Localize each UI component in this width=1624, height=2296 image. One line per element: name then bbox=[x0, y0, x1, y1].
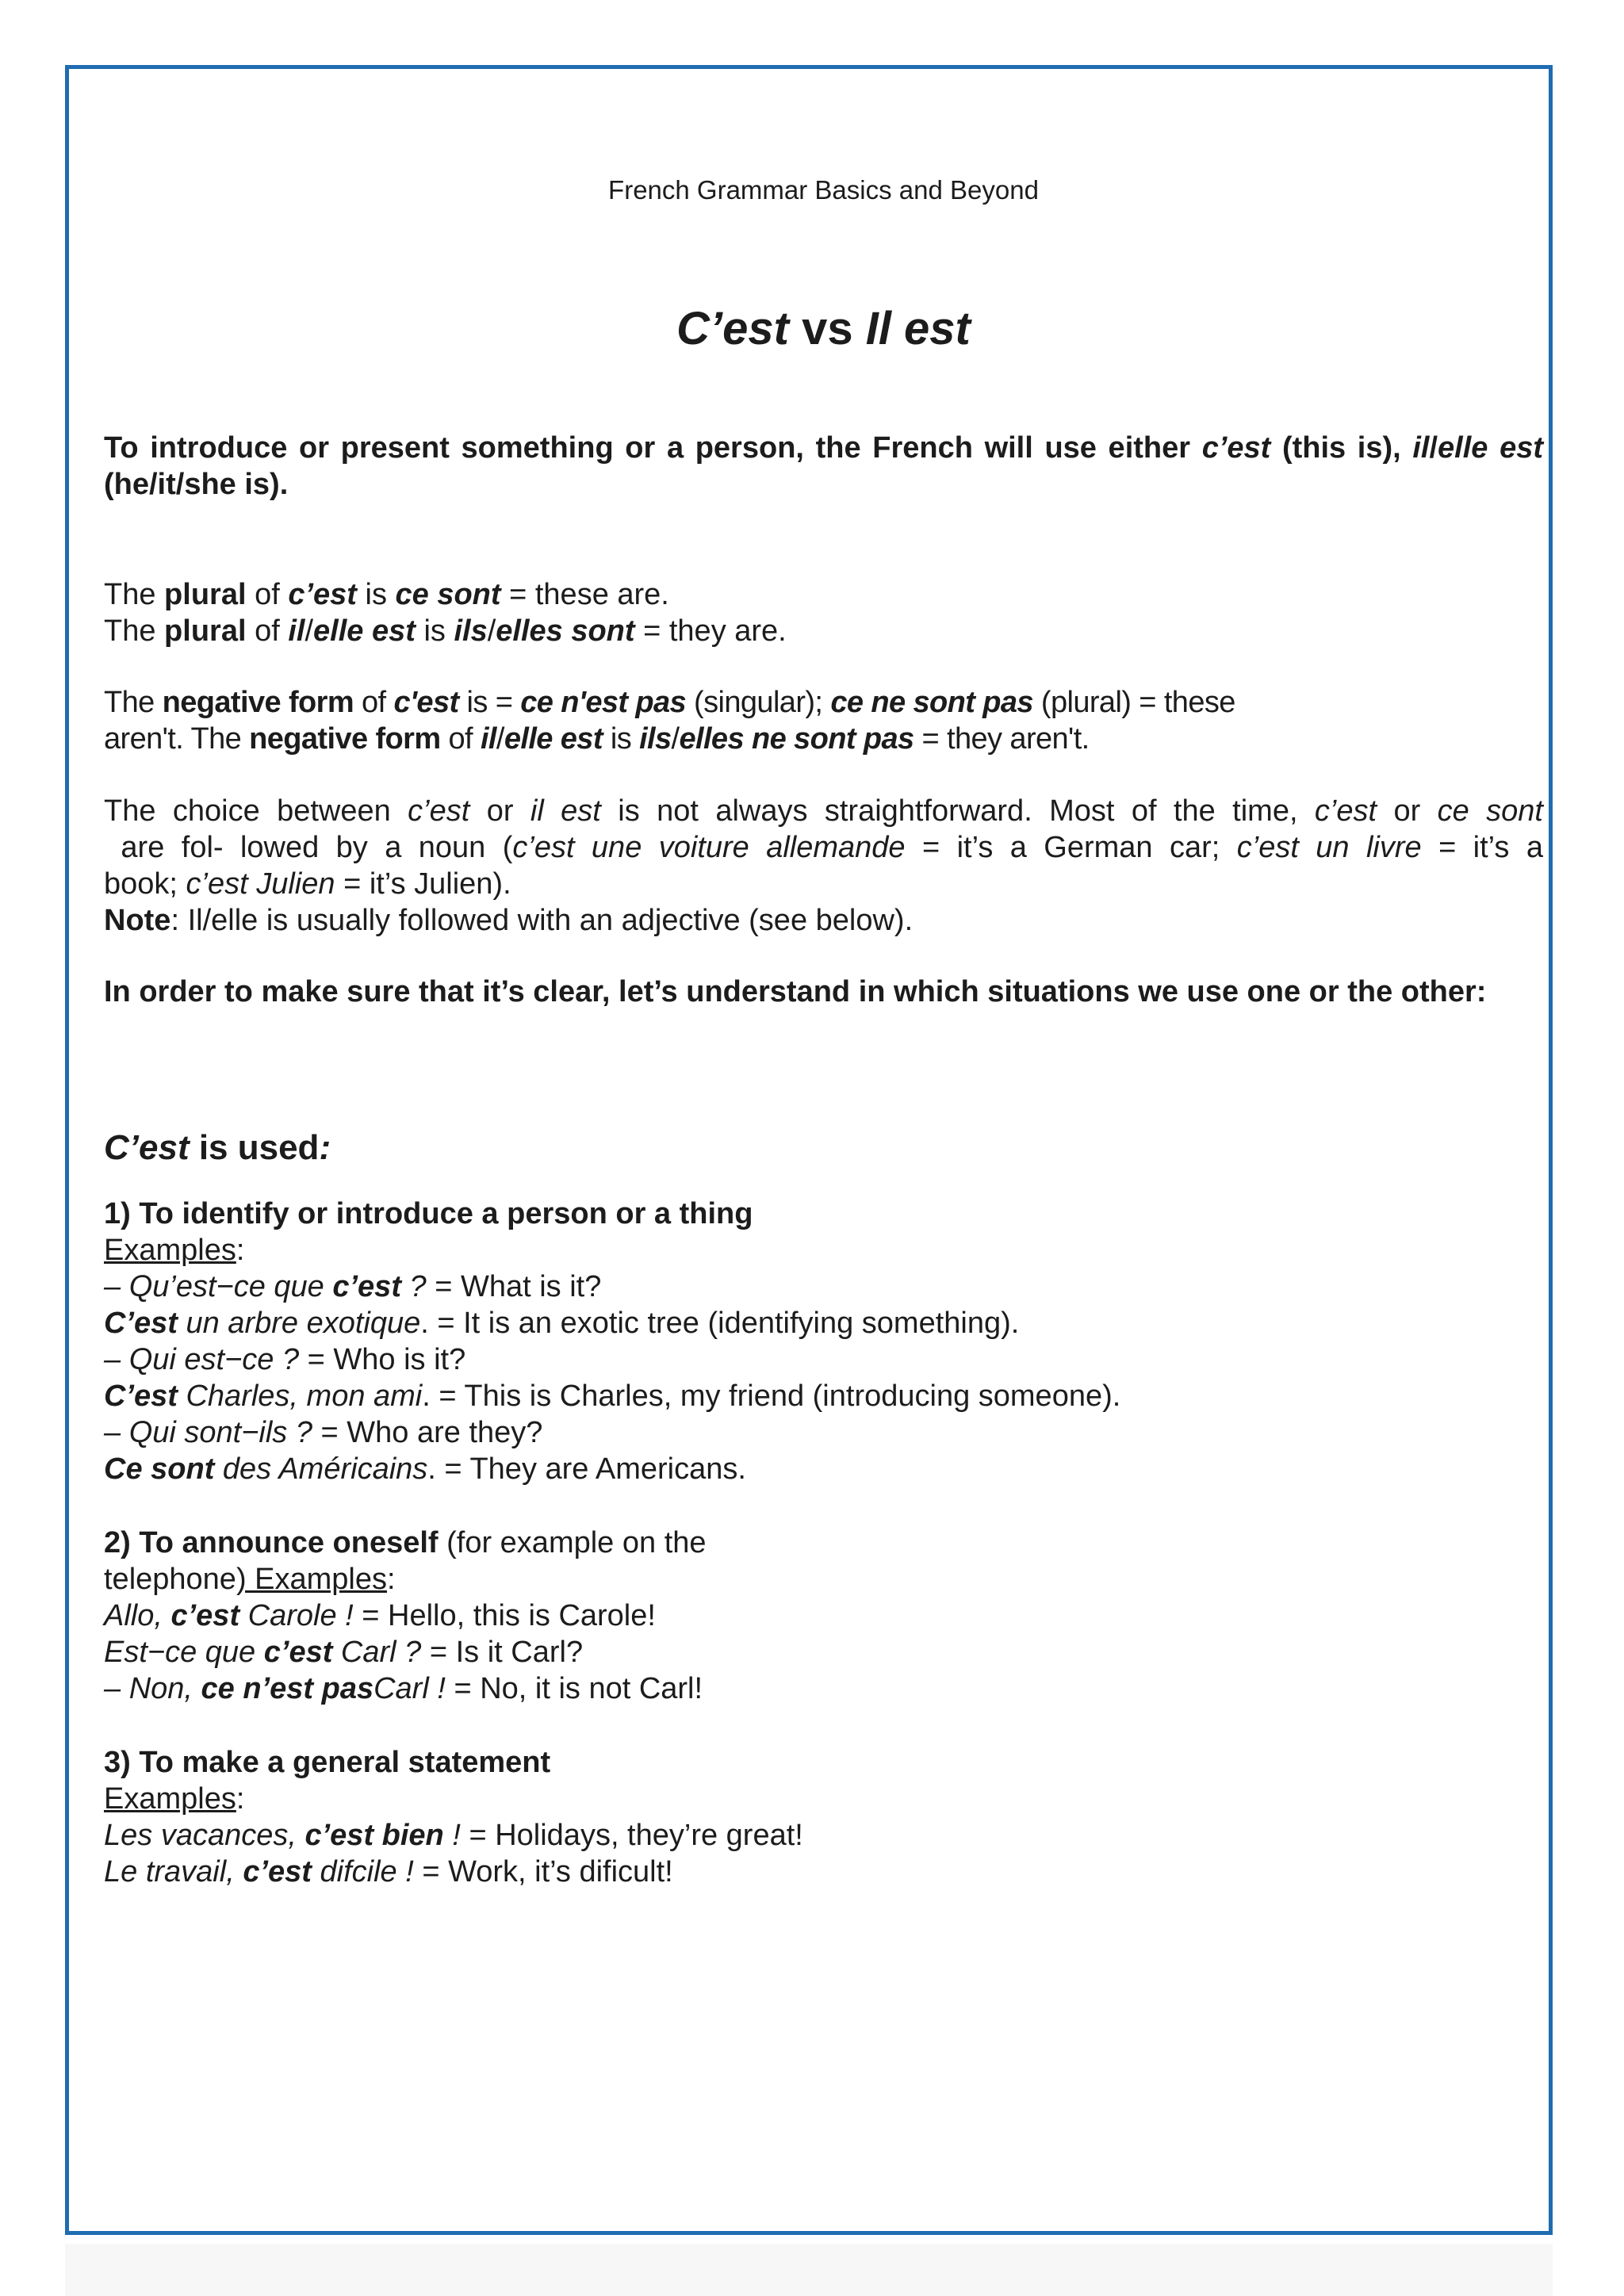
text: or bbox=[469, 794, 530, 828]
section-3-heading: 3) To make a general statement bbox=[104, 1746, 551, 1779]
plural-term: plural bbox=[164, 578, 247, 611]
example-french: ! bbox=[443, 1819, 461, 1852]
example-french: – Qui est−ce ? bbox=[104, 1343, 300, 1376]
term-il: il bbox=[288, 614, 305, 648]
intro-line-2: (he/it/she is). bbox=[104, 468, 289, 501]
term-cest: c’est bbox=[263, 1636, 333, 1669]
note-label: Note bbox=[104, 904, 171, 937]
example-french: – Qu’est−ce que bbox=[104, 1270, 333, 1303]
example-line bbox=[104, 1414, 1543, 1451]
examples-label-line bbox=[104, 1232, 1543, 1269]
term-elles-sont: elles sont bbox=[496, 614, 635, 648]
text: book; bbox=[104, 867, 186, 901]
example-line bbox=[104, 1305, 1543, 1341]
section-colon: : bbox=[319, 1128, 331, 1167]
intro-paragraph bbox=[104, 430, 1543, 503]
text: = they are. bbox=[634, 614, 787, 648]
plural-line-1 bbox=[104, 576, 1543, 613]
text: of bbox=[246, 578, 289, 611]
text: of bbox=[440, 722, 481, 756]
example-line bbox=[104, 1269, 1543, 1305]
text: The choice between bbox=[104, 794, 408, 828]
intro-text-2: (this is), bbox=[1270, 431, 1413, 465]
text: / bbox=[496, 722, 504, 756]
intro-il: il bbox=[1412, 431, 1430, 465]
plural-line-2 bbox=[104, 613, 1543, 649]
term-il-est: il est bbox=[530, 794, 601, 828]
text: is bbox=[356, 578, 396, 611]
order-text: In order to make sure that it’s clear, let’s understand in which situations we use one or the other: bbox=[104, 975, 1487, 1008]
text: (singular); bbox=[686, 686, 831, 719]
examples-label-line bbox=[104, 1781, 1543, 1817]
section-2-heading-bold: 2) To announce oneself bbox=[104, 1526, 439, 1559]
example-french: ? bbox=[400, 1270, 427, 1303]
example-french: – Qui sont−ils ? bbox=[104, 1416, 312, 1449]
section-rest: is used bbox=[189, 1128, 320, 1167]
term-cest: C’est bbox=[104, 1380, 178, 1413]
term-ils: ils bbox=[454, 614, 488, 648]
text: = it’s a bbox=[1421, 831, 1543, 864]
example-translation: . = It is an exotic tree (identifying something). bbox=[420, 1307, 1020, 1340]
running-header: French Grammar Basics and Beyond bbox=[608, 175, 1039, 205]
example-translation: = No, it is not Carl! bbox=[445, 1672, 703, 1705]
example-line bbox=[104, 1817, 1543, 1854]
section-cest: C’est bbox=[104, 1128, 190, 1167]
example-translation: . = This is Charles, my friend (introducing someone). bbox=[422, 1380, 1121, 1413]
example-translation: = Holidays, they’re great! bbox=[460, 1819, 803, 1852]
term-ce-nest-pas: ce n'est pas bbox=[520, 686, 687, 719]
example-french: un arbre exotique bbox=[177, 1307, 421, 1340]
text: (plural) = these bbox=[1032, 686, 1235, 719]
plural-paragraph bbox=[104, 576, 1543, 649]
section-2 bbox=[104, 1525, 1543, 1707]
term-ce-sont: ce sont bbox=[395, 578, 501, 611]
choice-paragraph bbox=[104, 793, 1543, 939]
example-french: Allo, bbox=[104, 1599, 171, 1632]
example-translation: = Work, it’s dificult! bbox=[413, 1855, 673, 1888]
text: telephone bbox=[104, 1563, 236, 1596]
term-elle-est: elle est bbox=[313, 614, 416, 648]
term-cest-bien: c’est bien bbox=[304, 1819, 444, 1852]
example-translation: = What is it? bbox=[426, 1270, 602, 1303]
text: is bbox=[415, 614, 454, 648]
note-text: : Il/elle is usually followed with an adjective (see below). bbox=[170, 904, 914, 937]
example-french: – Non, bbox=[104, 1672, 201, 1705]
section-1-heading: 1) To identify or introduce a person or a thing bbox=[104, 1197, 753, 1230]
page-bottom-margin bbox=[65, 2244, 1553, 2296]
page-title bbox=[104, 300, 1543, 358]
examples-label: ) Examples bbox=[236, 1563, 387, 1596]
term-elle-est: elle est bbox=[504, 722, 603, 756]
intro-text-1: To introduce or present something or a person, the French will use either bbox=[104, 431, 1202, 465]
term-ce-sont: Ce sont bbox=[104, 1452, 215, 1486]
text: : bbox=[236, 1234, 245, 1267]
section-3 bbox=[104, 1744, 1543, 1890]
choice-line-3 bbox=[104, 866, 1543, 902]
term-ils: ils bbox=[639, 722, 672, 756]
term-cest: c’est bbox=[1314, 794, 1377, 828]
example-line bbox=[104, 1854, 1543, 1890]
text: : bbox=[387, 1563, 396, 1596]
negative-line-1 bbox=[104, 684, 1543, 721]
text: is = bbox=[458, 686, 521, 719]
example-french: Carl ? bbox=[332, 1636, 422, 1669]
example-french: des Américains bbox=[214, 1452, 428, 1486]
text: of bbox=[246, 614, 289, 648]
negative-term: negative form bbox=[162, 686, 354, 719]
text: are fol- lowed by a noun ( bbox=[104, 831, 513, 864]
text: The bbox=[104, 686, 163, 719]
example-french: Les vacances, bbox=[104, 1819, 305, 1852]
text: : bbox=[236, 1782, 245, 1816]
text: or bbox=[1377, 794, 1438, 828]
text: / bbox=[671, 722, 680, 756]
term-il: il bbox=[480, 722, 496, 756]
negative-line-2 bbox=[104, 721, 1543, 757]
examples-label: Examples bbox=[104, 1234, 236, 1267]
intro-cest: c’est bbox=[1201, 431, 1271, 465]
text: / bbox=[304, 614, 314, 648]
text: The bbox=[104, 614, 165, 648]
example-line bbox=[104, 1598, 1543, 1634]
text: The bbox=[104, 578, 165, 611]
term-cest: c’est bbox=[243, 1855, 312, 1888]
section-1 bbox=[104, 1196, 1543, 1487]
title-vs: vs bbox=[788, 303, 866, 354]
example-translation: . = They are Americans. bbox=[427, 1452, 746, 1486]
intro-elle-est: elle est bbox=[1438, 431, 1543, 465]
term-cest: c’est bbox=[170, 1599, 240, 1632]
example-phrase: c’est Julien bbox=[186, 867, 335, 901]
example-french: Charles, mon ami bbox=[177, 1380, 423, 1413]
example-line bbox=[104, 1451, 1543, 1487]
example-line bbox=[104, 1670, 1543, 1707]
term-cest: c’est bbox=[408, 794, 470, 828]
section-2-heading bbox=[104, 1525, 1543, 1561]
text: is bbox=[602, 722, 640, 756]
intro-line-1 bbox=[104, 430, 1543, 466]
term-cest: c'est bbox=[393, 686, 459, 719]
example-translation: = Who is it? bbox=[299, 1343, 466, 1376]
intro-slash: / bbox=[1429, 431, 1438, 465]
title-ilest: Il est bbox=[865, 303, 971, 354]
term-ce-nest-pas: ce n’est pas bbox=[201, 1672, 374, 1705]
term-cest: C’est bbox=[104, 1307, 178, 1340]
example-french: Est−ce que bbox=[104, 1636, 264, 1669]
example-french: Carole ! bbox=[239, 1599, 354, 1632]
example-line bbox=[104, 1341, 1543, 1378]
example-translation: = Is it Carl? bbox=[421, 1636, 584, 1669]
plural-term: plural bbox=[164, 614, 247, 648]
section-2-line-2 bbox=[104, 1561, 1543, 1598]
example-translation: = Hello, this is Carole! bbox=[353, 1599, 656, 1632]
text: of bbox=[354, 686, 394, 719]
example-french: difcile ! bbox=[311, 1855, 414, 1888]
example-french: Carl ! bbox=[373, 1672, 446, 1705]
order-paragraph bbox=[104, 974, 1543, 1010]
example-phrase: c’est une voiture allemande bbox=[512, 831, 906, 864]
choice-line-2 bbox=[104, 829, 1543, 866]
title-cest: C’est bbox=[676, 303, 789, 354]
text: = it’s a German car; bbox=[905, 831, 1237, 864]
text: is not always straightforward. Most of the time, bbox=[600, 794, 1315, 828]
note-line bbox=[104, 902, 1543, 939]
term-cest: c’est bbox=[288, 578, 357, 611]
text: = these are. bbox=[500, 578, 669, 611]
section-heading bbox=[104, 1126, 331, 1170]
example-translation: = Who are they? bbox=[312, 1416, 543, 1449]
negative-paragraph bbox=[104, 684, 1543, 757]
text: = it’s Julien). bbox=[335, 867, 511, 901]
example-french: Le travail, bbox=[104, 1855, 243, 1888]
term-elles-ne-sont-pas: elles ne sont pas bbox=[679, 722, 914, 756]
example-line bbox=[104, 1378, 1543, 1414]
term-cest: c’est bbox=[332, 1270, 401, 1303]
example-phrase: c’est un livre bbox=[1236, 831, 1422, 864]
negative-term: negative form bbox=[249, 722, 441, 756]
choice-line-1 bbox=[104, 793, 1543, 829]
text: / bbox=[487, 614, 496, 648]
section-2-heading-rest: (for example on the bbox=[438, 1526, 707, 1559]
examples-label: Examples bbox=[104, 1782, 236, 1816]
term-ce-ne-sont-pas: ce ne sont pas bbox=[830, 686, 1033, 719]
text: aren't. The bbox=[104, 722, 250, 756]
term-ce-sont: ce sont bbox=[1437, 794, 1543, 828]
example-line bbox=[104, 1634, 1543, 1670]
text: = they aren't. bbox=[914, 722, 1090, 756]
